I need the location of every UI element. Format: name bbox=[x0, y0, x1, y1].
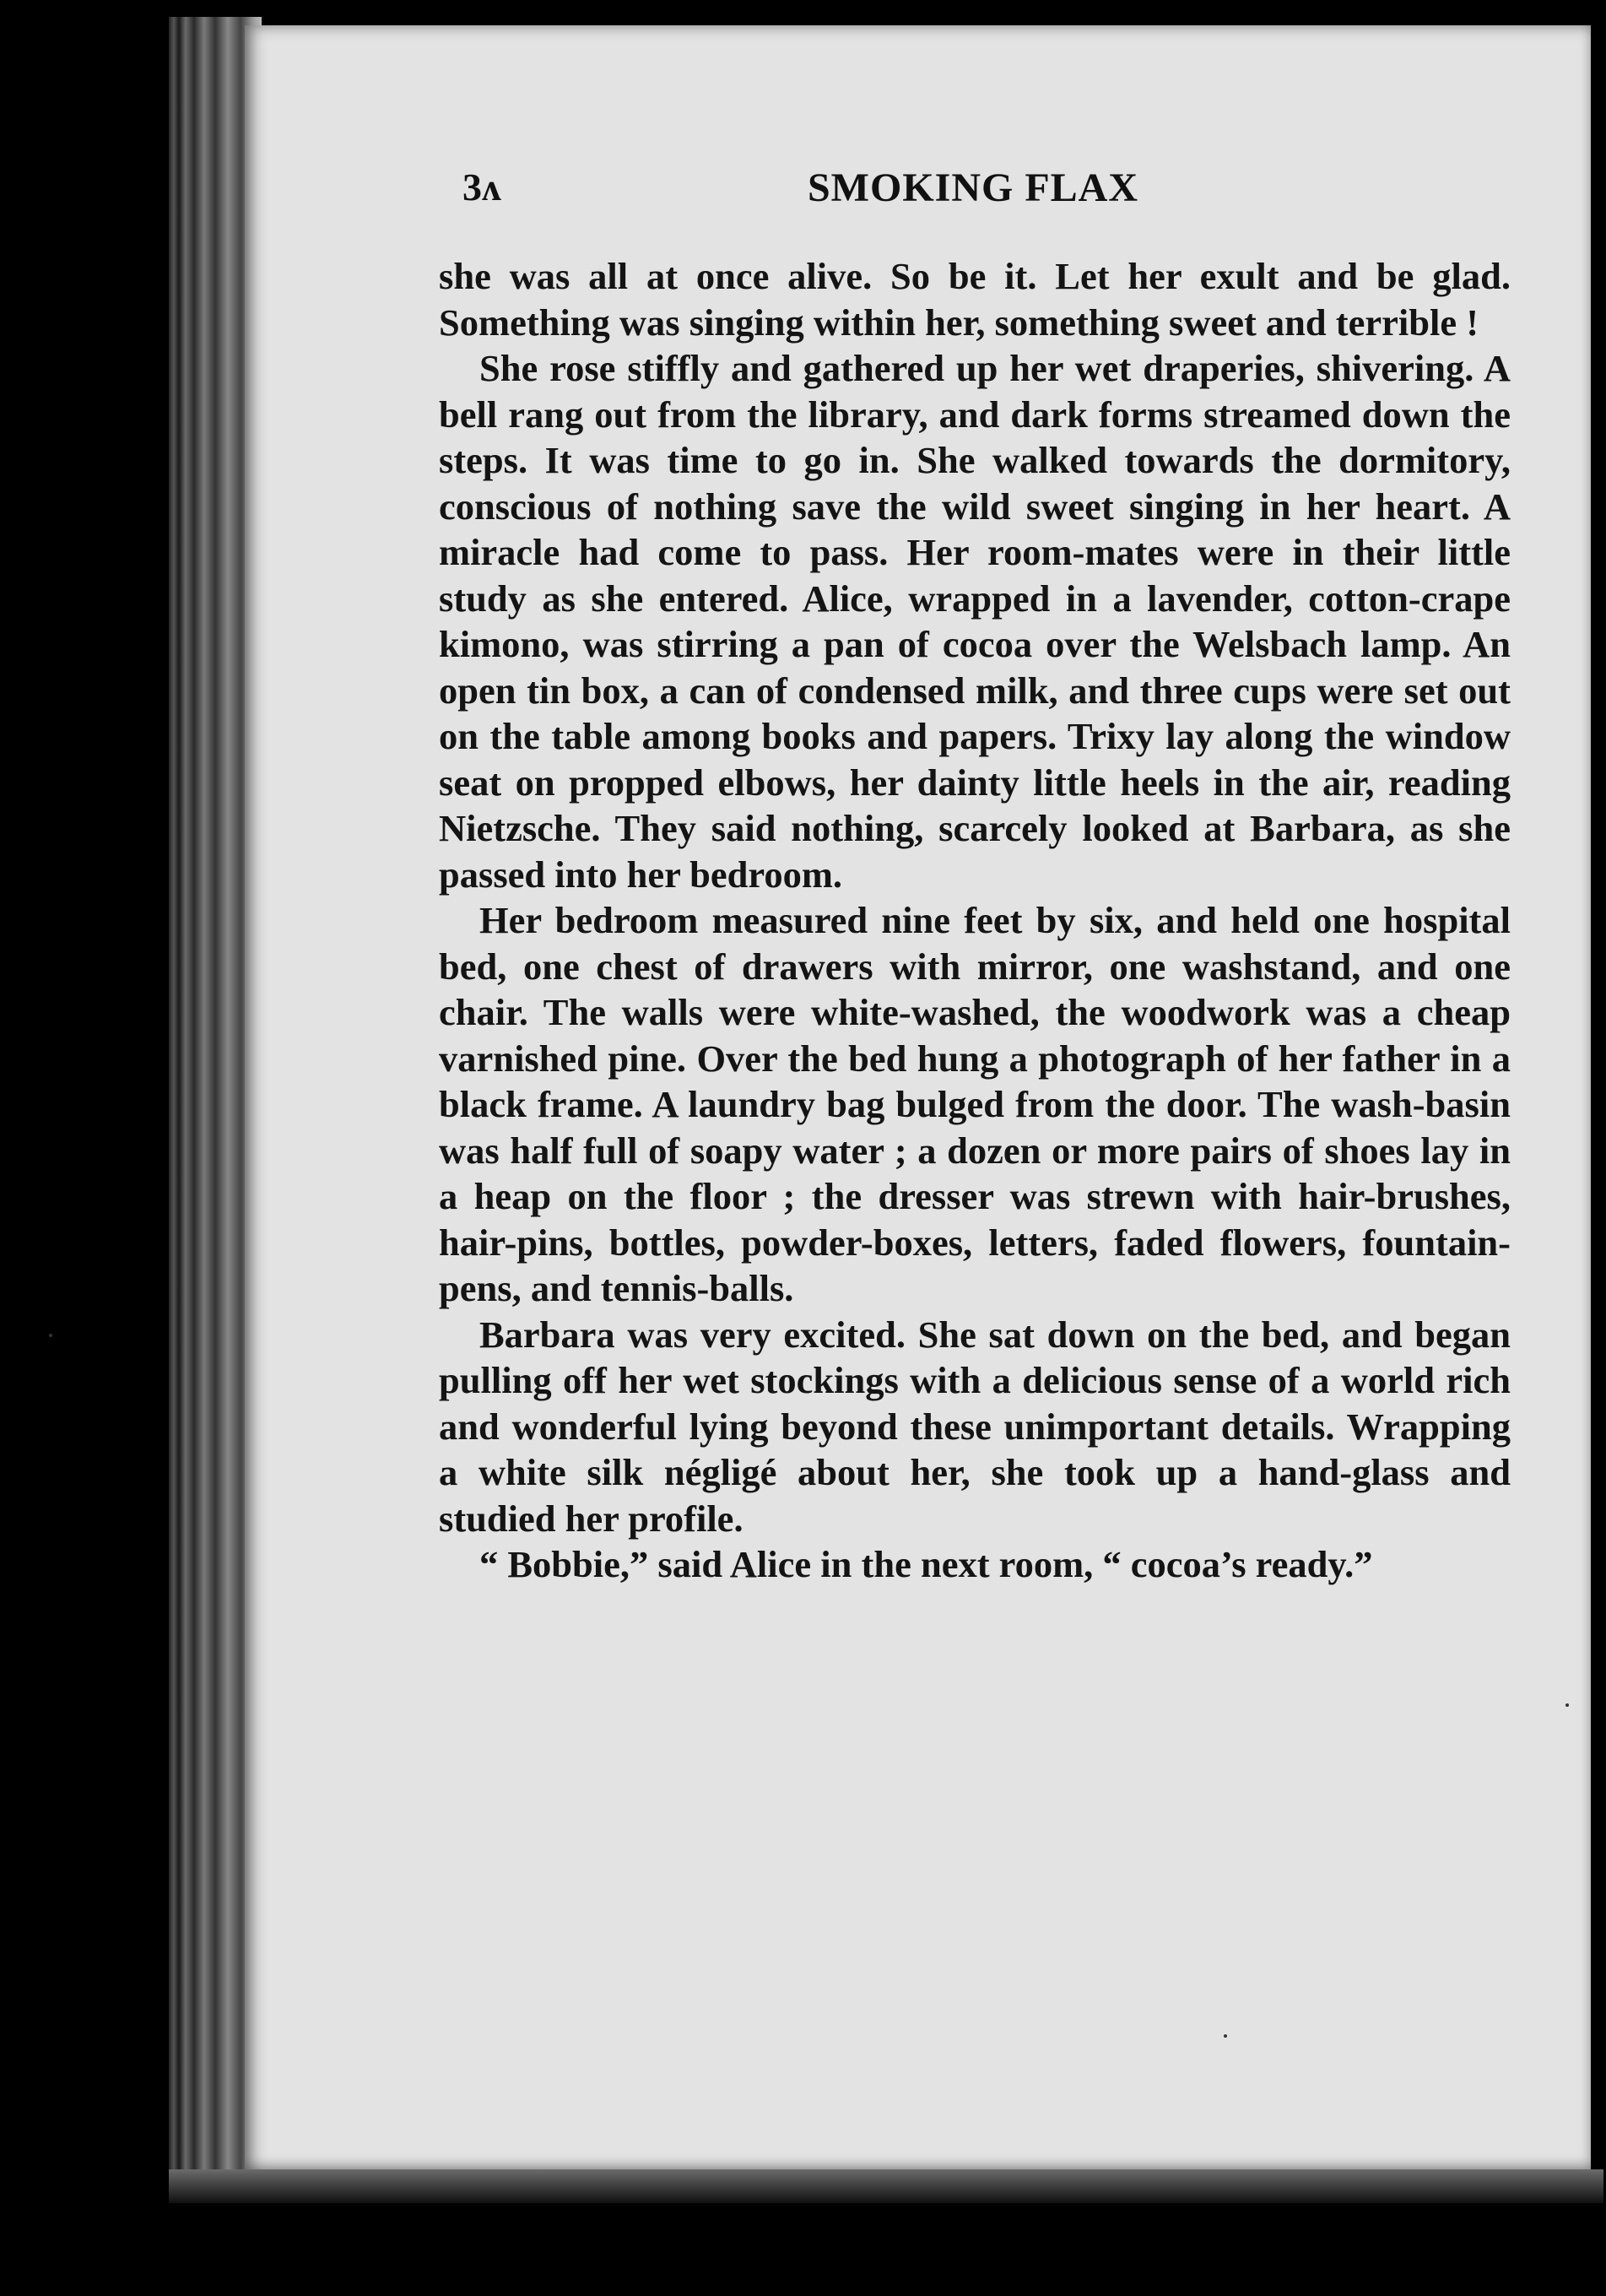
paragraph: Her bedroom measured nine feet by six, and held one hospital bed, one chest of drawers with mirror, one washstand, and one chair. The walls were white-washed, the woodwork was a cheap varnished pine. Over the bed hung a photograph of her father in a black frame. A laundry bag bulged from the door. The wash-basin was half full of soapy water ; a dozen or more pairs of shoes lay in a heap on the floor ; the dresser was strewn with hair-brushes, hair-pins, bottles, powder-boxes, letters, faded flowers, fountain-pens, and tennis-balls. bbox=[439, 899, 1511, 1309]
page-bottom-shadow bbox=[169, 2169, 1603, 2203]
paragraph: Barbara was very excited. She sat down on the bed, and began pulling off her wet stockings with a delicious sense of a world rich and wonderful lying beyond these unimportant details. Wrapping a white silk négligé about her, she took up a hand-glass and studied her profile. bbox=[439, 1313, 1511, 1540]
body-text bbox=[439, 253, 1511, 1588]
paragraph: she was all at once alive. So be it. Let her exult and be glad. Something was singing within her, something sweet and terrible ! bbox=[439, 255, 1511, 344]
page-number: 3ʌ bbox=[462, 165, 501, 208]
dust-speck bbox=[49, 1334, 52, 1337]
running-head bbox=[462, 165, 1484, 224]
dust-speck bbox=[1565, 1703, 1569, 1707]
dust-speck bbox=[1224, 2034, 1227, 2038]
paragraph: She rose stiffly and gathered up her wet draperies, shivering. A bell rang out from the library, and dark forms streamed down the steps. It was time to go in. She walked towards the dormitory, conscious of nothing save the wild sweet singing in her heart. A miracle had come to pass. Her room-mates were in their little study as she entered. Alice, wrapped in a lavender, cotton-crape kimono, was stirring a pan of cocoa over the Welsbach lamp. An open tin box, a can of condensed milk, and three cups were set out on the table among books and papers. Trixy lay along the window seat on propped elbows, her dainty little heels in the air, reading Nietzsche. They said nothing, scarcely looked at Barbara, as she passed into her bedroom. bbox=[439, 347, 1511, 896]
book-title: SMOKING FLAX bbox=[807, 165, 1138, 210]
paragraph: “ Bobbie,” said Alice in the next room, “ cocoa’s ready.” bbox=[479, 1543, 1373, 1585]
